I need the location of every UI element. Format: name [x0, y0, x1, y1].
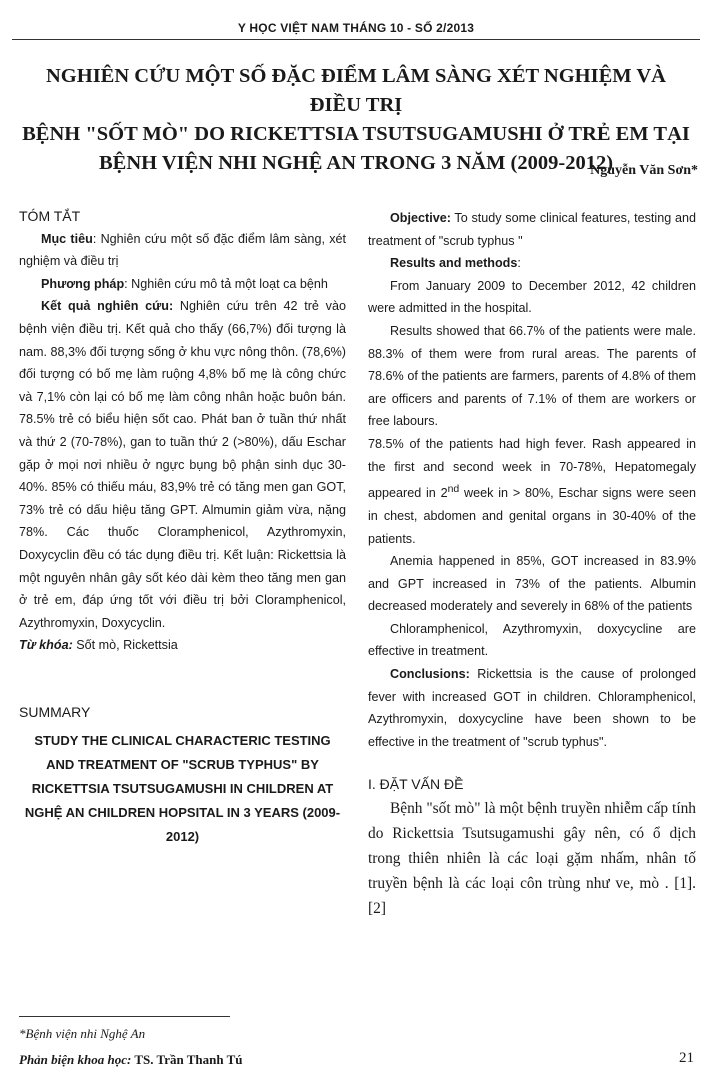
abstract-heading: TÓM TẮT — [19, 208, 81, 224]
paragraph-symptoms: 78.5% of the patients had high fever. Rash appeared in the first and second week in 70-78%, Hepatomegaly appeared in 2nd week in > 80%, Eschar signs were seen in chest, abdomen and genital organs in 30-40% of the patients. — [368, 436, 696, 546]
objective-en-text: To study some clinical features, testing and treatment of "scrub typhus " — [368, 211, 696, 248]
results-vi-text: Nghiên cứu trên 42 trẻ vào bệnh viện điều trị. Kết quả cho thấy (66,7%) đối tượng là nam. 88,3% đối tượng sống ở khu vực nông thôn. (78,6%) đối tượng có bố mẹ làm ruộng 4,8% bố mẹ là công chức và 7,1% còn lại có bố mẹ làm công nhân hoặc buôn bán. 78.5% trẻ có biểu hiện sốt cao. Phát ban ở tuần thứ nhất và thứ 2 (70-78%), gan to tuần thứ 2 (>80%), dấu Eschar gặp ở mọi nơi nhiều ở ngực bụng bộ phận sinh dục 30-40%. 85% có thiếu máu, 83,9% trẻ có tăng men gan GOT, 73% trẻ có dấu hiệu tăng GPT. Almumin giảm vừa, nặng 78%. Các thuốc Cloramphenicol, Azythromyxin, Doxycyclin đều có tác dụng điều trị. Kết luận: Rickettsia là một nguyên nhân gây sốt kéo dài kèm theo tăng men gan ở trẻ em, đáp ứng tốt với điều trị bởi Cloramphenicol, Azythromyxin, Doxycyclin. — [19, 299, 346, 630]
author-name: Nguyễn Văn Sơn* — [590, 163, 698, 178]
article-title — [20, 62, 692, 178]
right-column — [368, 207, 696, 921]
objective-en — [368, 207, 696, 252]
paragraph-demographics: Results showed that 66.7% of the patients were male. 88.3% of them were from rural areas. The parents of 78.6% of the patients are farmers, parents of 4.8% of them are officers and parents of 7.1% of them are workers or free labours. — [368, 323, 696, 429]
title-line-2: BỆNH "SỐT MÒ" DO RICKETTSIA TSUTSUGAMUSHI Ở TRẺ EM TẠI — [22, 123, 690, 145]
keywords-label: Từ khóa: — [19, 638, 73, 653]
header-divider — [12, 39, 700, 40]
paragraph-treatment: Chloramphenicol, Azythromyxin, doxycycline are effective in treatment. — [368, 621, 696, 659]
keywords — [19, 634, 346, 657]
footnote-reviewer: Phản biện khoa học: TS. Trần Thanh Tú — [19, 1052, 243, 1067]
summary-title: STUDY THE CLINICAL CHARACTERIC TESTING AND TREATMENT OF "SCRUB TYPHUS" BY RICKETTSIA TSUTSUGAMUSHI IN CHILDREN AT NGHỆ AN CHILDREN HOPSITAL IN 3 YEARS (2009-2012) — [24, 733, 341, 845]
conclusions-en — [368, 663, 696, 753]
footnote-divider — [19, 1016, 230, 1017]
method-vi — [19, 273, 346, 296]
keywords-text: Sốt mò, Rickettsia — [72, 638, 178, 653]
paragraph-admissions: From January 2009 to December 2012, 42 children were admitted in the hospital. — [368, 278, 696, 316]
conclusions-label: Conclusions: — [390, 667, 470, 682]
objective-en-label: Objective: — [390, 211, 451, 225]
results-vi — [19, 295, 346, 634]
objective-vi — [19, 228, 346, 273]
objective-vi-text: : Nghiên cứu một số đặc điểm lâm sàng, xét nghiệm và điều trị — [19, 231, 346, 269]
results-vi-label: Kết quả nghiên cứu: — [41, 299, 174, 314]
section-1-text: Bệnh "sốt mò" là một bệnh truyền nhiễm cấp tính do Rickettsia Tsutsugamushi gây nên, có ổ dịch trong thiên nhiên là các loại gặm nhấm, nhân tố truyền bệnh là các loại côn trùng như ve, mò . [1]. [2] — [368, 800, 696, 918]
paragraph-labs: Anemia happened in 85%, GOT increased in 83.9% and GPT increased in 73% of the patients. Albumin decreased moderately and severely in 68% of the patients — [368, 554, 696, 614]
title-line-1: NGHIÊN CỨU MỘT SỐ ĐẶC ĐIỂM LÂM SÀNG XÉT NGHIỆM VÀ ĐIỀU TRỊ — [46, 65, 666, 116]
title-line-3: BỆNH VIỆN NHI NGHỆ AN TRONG 3 NĂM (2009-2012) — [98, 152, 614, 174]
page-number: 21 — [679, 1050, 694, 1066]
method-vi-text: : Nghiên cứu mô tả một loạt ca bệnh — [124, 276, 328, 291]
method-vi-label: Phương pháp — [41, 276, 125, 291]
summary-heading: SUMMARY — [19, 703, 91, 720]
objective-vi-label: Mục tiêu — [41, 231, 93, 246]
left-column — [19, 205, 346, 849]
footnote-affiliation: *Bệnh viện nhi Nghệ An — [19, 1026, 146, 1041]
results-methods-heading: Results and methods: — [390, 256, 521, 271]
section-1-heading: I. ĐẶT VẤN ĐỀ — [368, 776, 464, 793]
journal-header: Y HỌC VIỆT NAM THÁNG 10 - SỐ 2/2013 — [237, 21, 475, 35]
conclusions-text: Rickettsia is the cause of prolonged fever with increased GOT in children. Chloramphenicol, Azythromyxin, doxycycline have been shown to be effective in the treatment of "scrub typhus". — [368, 667, 696, 749]
